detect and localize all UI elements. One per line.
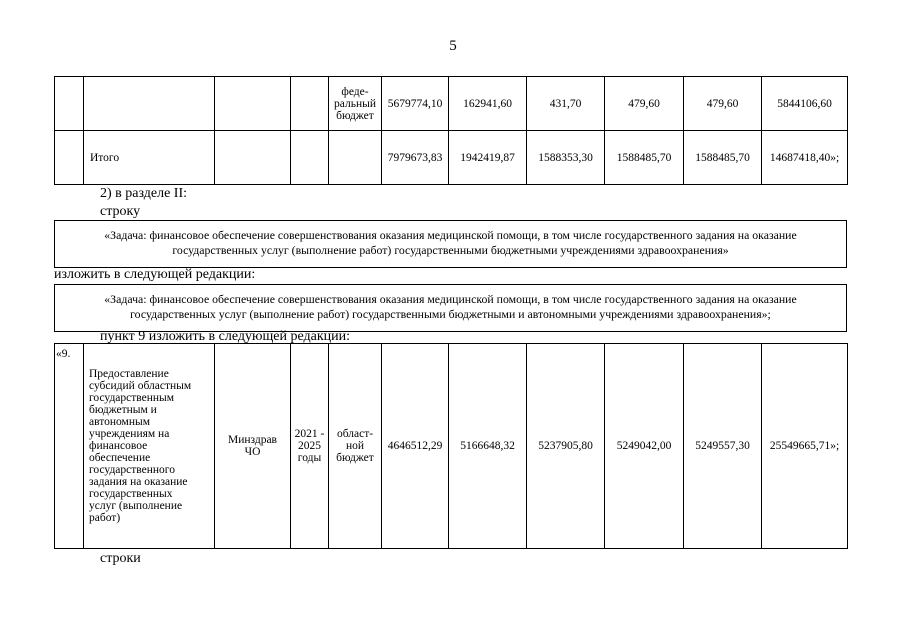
funding-source-line: област- <box>336 428 374 440</box>
value-cell: 479,60 <box>605 77 684 131</box>
table-cell <box>291 77 329 131</box>
funding-source-line: бюджет <box>336 109 374 122</box>
paragraph-text: строки <box>100 551 141 566</box>
task-text-line: «Задача: финансовое обеспечение совершенствования оказания медицинской помощи, в том числе государственного задания на оказание <box>104 228 797 242</box>
table-cell <box>215 77 291 131</box>
item-description <box>84 344 215 549</box>
description-line: бюджетным и <box>89 404 157 416</box>
description-line: финансовое <box>89 440 148 452</box>
table-cell <box>215 131 291 185</box>
value-cell: 162941,60 <box>449 77 527 131</box>
section-heading: 2) в разделе II: <box>100 186 188 201</box>
value-cell: 25549665,71»; <box>762 344 848 549</box>
description-line: субсидий областным <box>89 380 192 392</box>
table-cell <box>55 77 84 131</box>
funding-source-cell <box>329 344 382 549</box>
value-cell: 5679774,10 <box>382 77 449 131</box>
period-line: годы <box>297 452 322 464</box>
executor-cell <box>215 344 291 549</box>
task-box-old <box>54 220 847 268</box>
table-cell <box>84 77 215 131</box>
table-cell <box>329 131 382 185</box>
description-line: государственным <box>89 392 175 404</box>
table-row <box>55 131 848 185</box>
paragraph-text: пункт 9 изложить в следующей редакции: <box>100 329 350 344</box>
table-cell <box>291 131 329 185</box>
program-table-item9 <box>54 343 848 549</box>
description-line: Предоставление <box>89 368 169 380</box>
table-row <box>55 344 848 549</box>
value-cell: 5249557,30 <box>684 344 762 549</box>
funding-source-cell <box>329 77 382 131</box>
funding-source-line: бюджет <box>336 452 374 464</box>
description-line: работ) <box>89 512 121 524</box>
value-cell: 1588485,70 <box>684 131 762 185</box>
item-number: «9. <box>55 344 84 549</box>
executor-line: Минздрав <box>227 434 277 446</box>
value-cell: 479,60 <box>684 77 762 131</box>
value-cell: 4646512,29 <box>382 344 449 549</box>
value-cell: 14687418,40»; <box>762 131 848 185</box>
description-line: автономным <box>89 416 150 428</box>
value-cell: 1588353,30 <box>527 131 605 185</box>
value-cell: 5844106,60 <box>762 77 848 131</box>
program-table-top <box>54 76 848 185</box>
description-line: задания на оказание <box>89 476 188 488</box>
value-cell: 5166648,32 <box>449 344 527 549</box>
funding-source-line: ной <box>345 440 365 452</box>
funding-source-line: феде- <box>341 85 369 98</box>
value-cell: 5237905,80 <box>527 344 605 549</box>
period-line: 2021 - <box>294 428 325 440</box>
value-cell: 7979673,83 <box>382 131 449 185</box>
funding-source-line: ральный <box>334 97 376 110</box>
period-cell <box>291 344 329 549</box>
value-cell: 1588485,70 <box>605 131 684 185</box>
task-text-line: государственных услуг (выполнение работ) государственными бюджетными учреждениями здравоохранения» <box>172 243 729 257</box>
value-cell: 1942419,87 <box>449 131 527 185</box>
description-line: государственного <box>89 464 175 476</box>
page-number: 5 <box>449 38 457 54</box>
total-label: Итого <box>84 131 215 185</box>
task-text-line: «Задача: финансовое обеспечение совершенствования оказания медицинской помощи, в том числе государственного задания на оказание <box>104 292 797 306</box>
executor-line: ЧО <box>244 446 261 458</box>
task-text-line: государственных услуг (выполнение работ) государственными бюджетными и автономными учреждениями здравоохранения»; <box>130 307 771 321</box>
description-line: обеспечение <box>89 452 151 464</box>
task-box-new <box>54 284 847 332</box>
paragraph-text: изложить в следующей редакции: <box>54 267 256 282</box>
value-cell: 5249042,00 <box>605 344 684 549</box>
table-row <box>55 77 848 131</box>
description-line: услуг (выполнение <box>89 500 183 512</box>
value-cell: 431,70 <box>527 77 605 131</box>
paragraph-text: строку <box>100 204 141 219</box>
table-cell <box>55 131 84 185</box>
description-line: государственных <box>89 488 173 500</box>
description-line: учреждениям на <box>89 428 170 440</box>
period-line: 2025 <box>298 440 321 452</box>
